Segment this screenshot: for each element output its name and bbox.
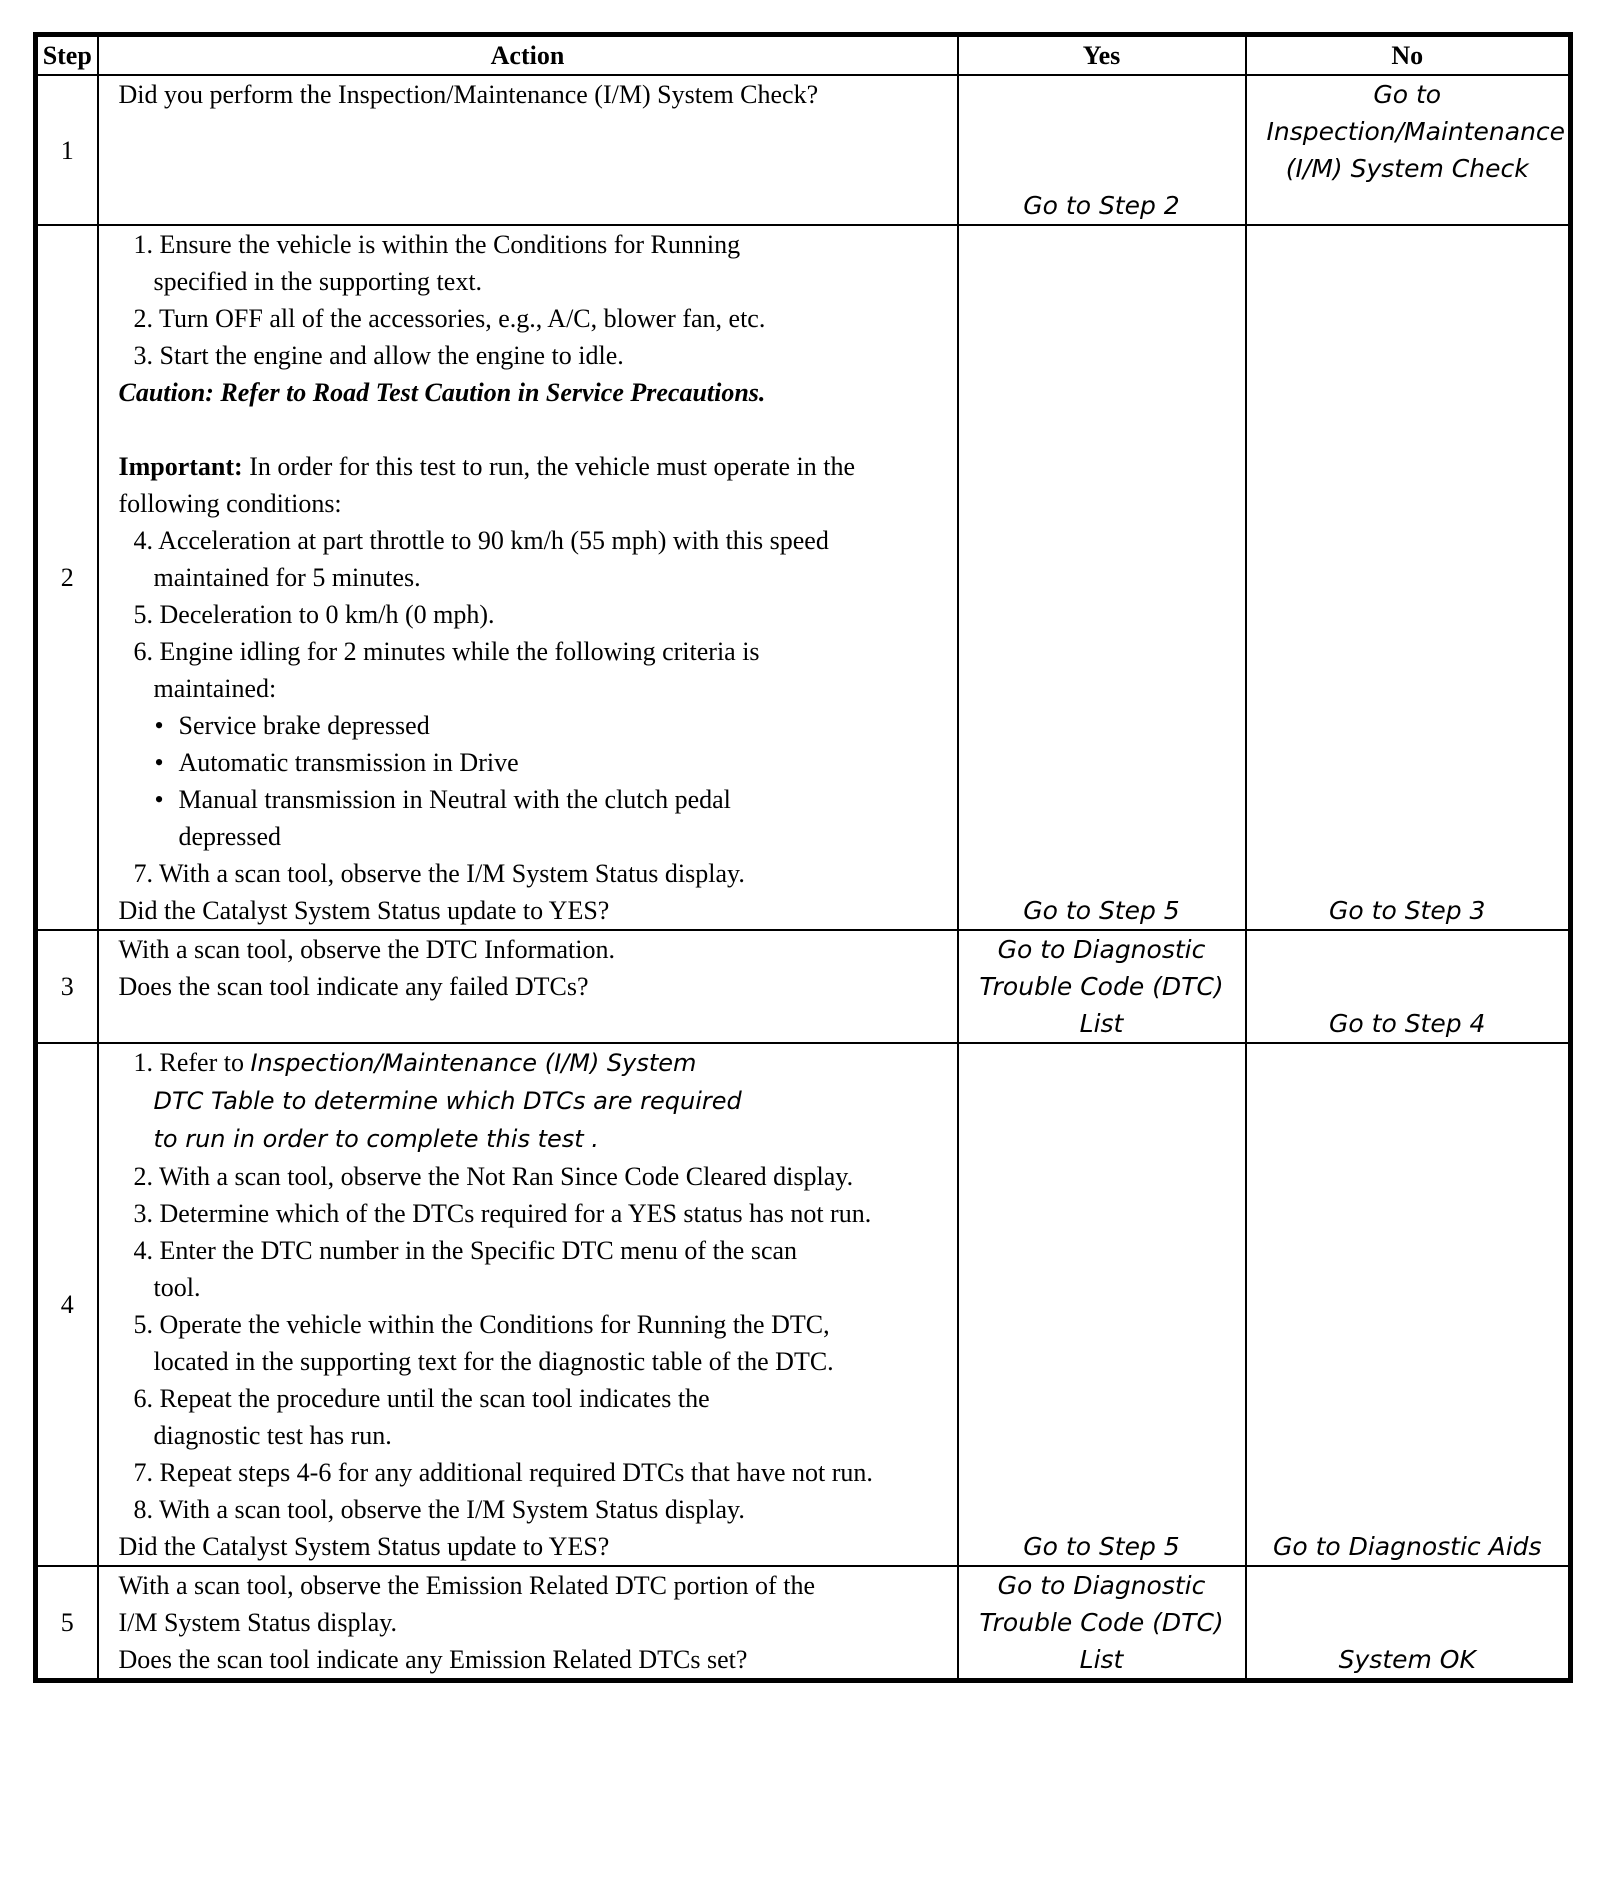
header-action: Action	[98, 35, 958, 76]
step-number: 2	[36, 225, 98, 930]
important-note	[119, 448, 879, 522]
step-number: 3	[36, 930, 98, 1043]
important-text: In order for this test to run, the vehicle must operate in the following conditions:	[118, 452, 855, 518]
no-link[interactable]: Go to Step 3	[1246, 225, 1571, 930]
list-item: 6. Engine idling for 2 minutes while the following criteria is maintained:	[133, 637, 760, 703]
no-link[interactable]: Go to Inspection/Maintenance (I/M) System Check	[1246, 75, 1571, 225]
question-text: Does the scan tool indicate any failed DTCs?	[118, 972, 589, 1001]
list-item: 7. Repeat steps 4-6 for any additional required DTCs that have not run.	[133, 1458, 873, 1487]
diagnostic-table	[33, 32, 1573, 1683]
no-link[interactable]: Go to Diagnostic Aids	[1246, 1043, 1571, 1566]
question-text: Did the Catalyst System Status update to YES?	[118, 896, 610, 925]
list-item: 2. With a scan tool, observe the Not Ran Since Code Cleared display.	[133, 1162, 854, 1191]
bullet-item: • Service brake depressed	[119, 707, 951, 744]
yes-link[interactable]: Go to Diagnostic Trouble Code (DTC) List	[958, 930, 1246, 1043]
question-text: Did the Catalyst System Status update to YES?	[118, 1532, 610, 1561]
list-item: 6. Repeat the procedure until the scan tool indicates the diagnostic test has run.	[133, 1384, 710, 1450]
no-link[interactable]: System OK	[1246, 1566, 1571, 1681]
header-row	[36, 35, 1571, 76]
question-text: Does the scan tool indicate any Emission Related DTCs set?	[118, 1645, 748, 1674]
instruction-text: With a scan tool, observe the DTC Information.	[118, 935, 615, 964]
table-row	[36, 1566, 1571, 1681]
step-number: 1	[36, 75, 98, 225]
important-label: Important:	[118, 452, 243, 481]
bullet-item: • Manual transmission in Neutral with the clutch pedal depressed	[119, 781, 819, 855]
question-text: Did you perform the Inspection/Maintenance (I/M) System Check?	[118, 80, 819, 109]
list-item: 4. Acceleration at part throttle to 90 km/h (55 mph) with this speed maintained for 5 minutes.	[133, 526, 829, 592]
header-yes: Yes	[958, 35, 1246, 76]
header-no: No	[1246, 35, 1571, 76]
list-item: 8. With a scan tool, observe the I/M System Status display.	[133, 1495, 745, 1524]
table-row	[36, 1043, 1571, 1566]
action-cell	[98, 1043, 958, 1566]
reference-link[interactable]: Inspection/Maintenance (I/M) System DTC Table to determine which DTCs are required to run in order to complete this test .	[153, 1049, 742, 1153]
table-row	[36, 75, 1571, 225]
yes-link[interactable]: Go to Step 5	[958, 1043, 1246, 1566]
yes-link[interactable]: Go to Step 2	[958, 75, 1246, 225]
yes-link[interactable]: Go to Step 5	[958, 225, 1246, 930]
instruction-text: With a scan tool, observe the Emission Related DTC portion of the I/M System Status display.	[118, 1571, 815, 1637]
action-cell	[98, 75, 958, 225]
list-item: 5. Deceleration to 0 km/h (0 mph).	[133, 600, 495, 629]
list-item	[119, 1044, 754, 1158]
list-item: 4. Enter the DTC number in the Specific DTC menu of the scan tool.	[133, 1236, 798, 1302]
table-row	[36, 930, 1571, 1043]
step-text: 1. Refer to	[133, 1048, 251, 1077]
bullet-item: • Automatic transmission in Drive	[119, 744, 951, 781]
list-item: 7. With a scan tool, observe the I/M System Status display.	[133, 859, 745, 888]
list-item: 3. Start the engine and allow the engine to idle.	[133, 341, 624, 370]
action-cell	[98, 930, 958, 1043]
caution-note: Caution: Refer to Road Test Caution in Service Precautions.	[118, 378, 766, 407]
list-item: 5. Operate the vehicle within the Conditions for Running the DTC, located in the supporting text for the diagnostic table of the DTC.	[133, 1310, 834, 1376]
step-number: 4	[36, 1043, 98, 1566]
list-item: 1. Ensure the vehicle is within the Conditions for Running specified in the supporting text.	[133, 230, 741, 296]
action-cell	[98, 225, 958, 930]
no-link[interactable]: Go to Step 4	[1246, 930, 1571, 1043]
table-row	[36, 225, 1571, 930]
list-item: 3. Determine which of the DTCs required for a YES status has not run.	[133, 1199, 872, 1228]
list-item: 2. Turn OFF all of the accessories, e.g., A/C, blower fan, etc.	[133, 304, 766, 333]
yes-link[interactable]: Go to Diagnostic Trouble Code (DTC) List	[958, 1566, 1246, 1681]
step-number: 5	[36, 1566, 98, 1681]
action-cell	[98, 1566, 958, 1681]
header-step: Step	[36, 35, 98, 76]
